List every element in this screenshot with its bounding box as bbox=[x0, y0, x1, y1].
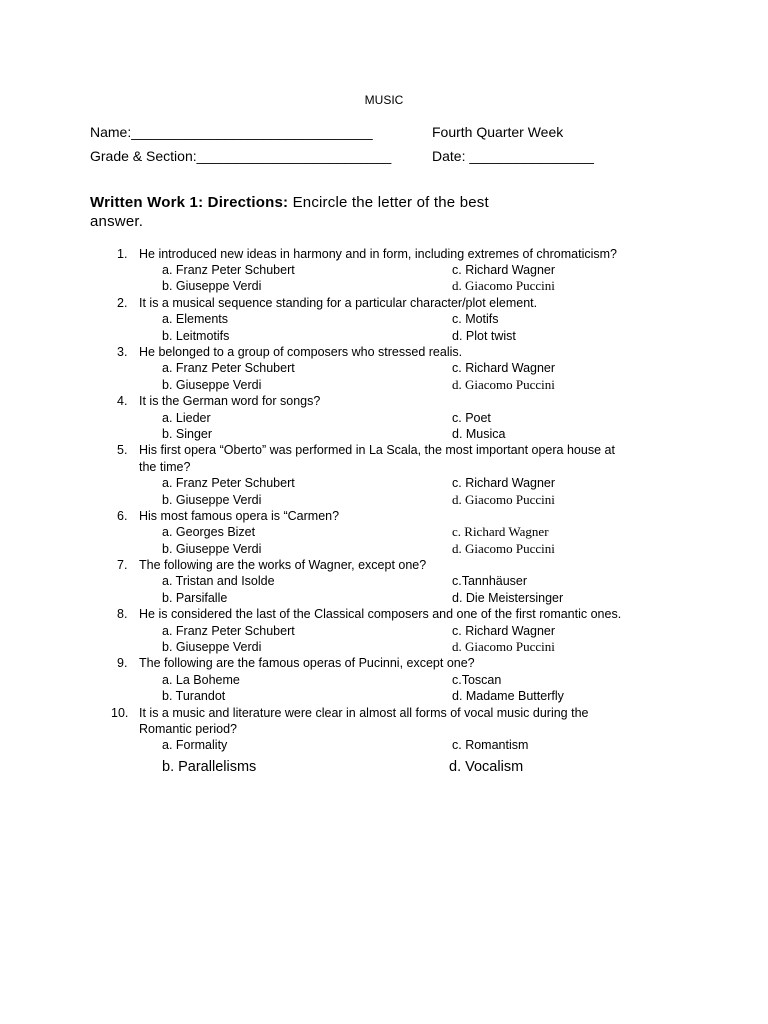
choice-b: b. Turandot bbox=[162, 689, 226, 703]
choice-b: b. Giuseppe Verdi bbox=[162, 640, 262, 654]
choice-c: c. Poet bbox=[452, 411, 491, 425]
choice-d: d. Musica bbox=[452, 427, 506, 441]
question-text-continued: Romantic period? bbox=[139, 722, 237, 736]
grade-section-field-label: Grade & Section:_________________________ bbox=[90, 148, 392, 164]
question-text: It is the German word for songs? bbox=[139, 394, 321, 408]
choice-a: a. Franz Peter Schubert bbox=[162, 361, 295, 375]
question-number: 2. bbox=[117, 296, 128, 310]
choice-c: c. Richard Wagner bbox=[452, 263, 556, 277]
question-number: 3. bbox=[117, 345, 128, 359]
choice-d: d. Giacomo Puccini bbox=[452, 541, 555, 556]
choice-d: d. Giacomo Puccini bbox=[452, 492, 555, 507]
question-text: He belonged to a group of composers who stressed realis. bbox=[139, 345, 463, 359]
choice-c: c. Richard Wagner bbox=[452, 624, 556, 638]
choice-a: a. Formality bbox=[162, 738, 228, 752]
choice-d: d. Vocalism bbox=[449, 759, 524, 775]
choice-d: d. Madame Butterfly bbox=[452, 689, 564, 703]
question-number: 5. bbox=[117, 443, 128, 457]
choice-c: c. Motifs bbox=[452, 312, 499, 326]
choice-c: c.Toscan bbox=[452, 673, 502, 687]
directions bbox=[90, 193, 520, 231]
question-number: 7. bbox=[117, 558, 128, 572]
choice-b: b. Giuseppe Verdi bbox=[162, 493, 262, 507]
question-number: 4. bbox=[117, 394, 128, 408]
question-text: The following are the works of Wagner, except one? bbox=[139, 558, 427, 572]
question-text: His most famous opera is “Carmen? bbox=[139, 509, 340, 523]
choice-a: a. Franz Peter Schubert bbox=[162, 624, 295, 638]
page-title: MUSIC bbox=[364, 93, 404, 107]
choice-a: a. Franz Peter Schubert bbox=[162, 263, 295, 277]
choice-d: d. Giacomo Puccini bbox=[452, 639, 555, 654]
question-text: He is considered the last of the Classical composers and one of the first romantic ones. bbox=[139, 607, 622, 621]
choice-d: d. Giacomo Puccini bbox=[452, 278, 555, 293]
question-text: He introduced new ideas in harmony and in form, including extremes of chromaticism? bbox=[139, 247, 618, 261]
choice-d: d. Plot twist bbox=[452, 329, 516, 343]
choice-b: b. Giuseppe Verdi bbox=[162, 378, 262, 392]
choice-d: d. Giacomo Puccini bbox=[452, 377, 555, 392]
choice-a: a. Elements bbox=[162, 312, 229, 326]
name-field-label: Name:_______________________________ bbox=[90, 124, 373, 140]
date-field-label: Date: ________________ bbox=[432, 148, 594, 164]
question-number: 9. bbox=[117, 656, 128, 670]
choice-b: b. Parallelisms bbox=[162, 759, 257, 775]
choice-b: b. Parsifalle bbox=[162, 591, 228, 605]
choice-b: b. Giuseppe Verdi bbox=[162, 279, 262, 293]
question-text: His first opera “Oberto” was performed in La Scala, the most important opera house at bbox=[139, 443, 615, 457]
question-text-continued: the time? bbox=[139, 460, 191, 474]
choice-b: b. Giuseppe Verdi bbox=[162, 542, 262, 556]
choice-d: d. Die Meistersinger bbox=[452, 591, 564, 605]
choice-a: a. La Boheme bbox=[162, 673, 240, 687]
quarter-week-label: Fourth Quarter Week bbox=[432, 124, 564, 140]
question-number: 1. bbox=[117, 247, 128, 261]
choice-b: b. Singer bbox=[162, 427, 213, 441]
question-text: It is a musical sequence standing for a particular character/plot element. bbox=[139, 296, 538, 310]
question-text: It is a music and literature were clear in almost all forms of vocal music during the bbox=[139, 706, 589, 720]
choice-c: c. Romantism bbox=[452, 738, 529, 752]
choice-c: c.Tannhäuser bbox=[452, 574, 528, 588]
choice-a: a. Lieder bbox=[162, 411, 211, 425]
choice-c: c. Richard Wagner bbox=[452, 361, 556, 375]
question-number: 6. bbox=[117, 509, 128, 523]
choice-a: a. Tristan and Isolde bbox=[162, 574, 275, 588]
choice-c: c. Richard Wagner bbox=[452, 524, 549, 539]
directions-heading: Written Work 1: Directions: bbox=[90, 194, 289, 211]
directions-text: Encircle the letter of the best answer. bbox=[90, 194, 489, 230]
choice-a: a. Franz Peter Schubert bbox=[162, 476, 295, 490]
choice-b: b. Leitmotifs bbox=[162, 329, 230, 343]
question-text: The following are the famous operas of Pucinni, except one? bbox=[139, 656, 475, 670]
choice-c: c. Richard Wagner bbox=[452, 476, 556, 490]
question-number: 10. bbox=[111, 706, 129, 720]
choice-a: a. Georges Bizet bbox=[162, 525, 256, 539]
question-number: 8. bbox=[117, 607, 128, 621]
